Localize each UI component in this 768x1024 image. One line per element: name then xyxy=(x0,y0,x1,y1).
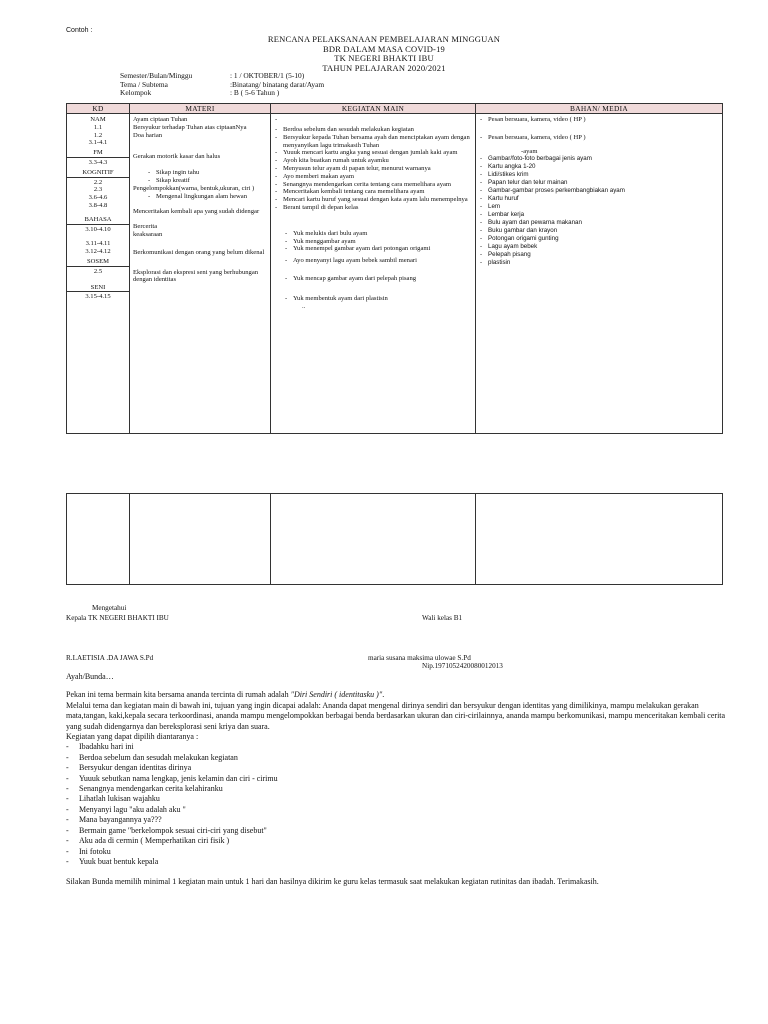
kd-section-bahasa xyxy=(70,216,126,256)
letter-activity-item: - Senangnya mendengarkan cerita kelahiranku xyxy=(66,784,726,794)
bahan-item: - Papan telur dan telur mainan xyxy=(479,179,719,187)
letter-activity-item: - Aku ada di cermin ( Memperhatikan ciri fisik ) xyxy=(66,836,726,846)
kd-item: 3.1-4.1 xyxy=(88,139,108,147)
kd-item: 3.8-4.8 xyxy=(88,201,108,209)
materi-cell xyxy=(130,114,271,434)
letter-activity-item: - Ini fotoku xyxy=(66,847,726,857)
kegiatan-item: - Ayo menyanyi lagu ayam bebek sambil menari xyxy=(284,257,472,265)
letter-theme: "Diri Sendiri ( identitasku )" xyxy=(290,690,383,700)
meta-value: : 1 / OKTOBER/1 (5-10) xyxy=(230,71,305,80)
kd-title: SENI xyxy=(67,284,129,293)
empty-cell xyxy=(476,494,723,585)
kd-item: 1.2 xyxy=(93,131,103,139)
letter-activity-item: - Mana bayangannya ya??? xyxy=(66,815,726,825)
bahan-item: - Lagu ayam bebek xyxy=(479,243,719,251)
header-materi: MATERI xyxy=(130,104,271,114)
empty-table xyxy=(66,493,723,585)
letter-activity-item: - Yuuuk sebutkan nama lengkap, jenis kelamin dan ciri - cirimu xyxy=(66,774,726,784)
empty-cell xyxy=(67,494,130,585)
materi-list xyxy=(147,169,267,185)
bahan-item: - Lembar kerja xyxy=(479,211,719,219)
kd-title: FM xyxy=(67,149,129,158)
materi-item: Menceritakan kembali apa yang sudah didengar xyxy=(133,208,260,216)
materi-item: Gerakan motorik kasar dan halus xyxy=(133,153,221,161)
letter-activity-item: - Yuuk buat bentuk kepala xyxy=(66,857,726,867)
kegiatan-item: - Yuk membentuk ayam dari plastisin xyxy=(284,295,472,303)
bahan-list xyxy=(479,116,719,142)
kd-section-seni xyxy=(70,284,126,302)
letter-activity-item: - Lihatlah lukisan wajahku xyxy=(66,794,726,804)
kd-item: 2.3 xyxy=(93,186,103,194)
wali-name: maria susana maksima ulowae S.Pd xyxy=(368,654,471,662)
kd-item: 3.11-4.11 xyxy=(85,240,111,248)
kegiatan-item: - Menceritakan kembali tentang cara memelihara ayam xyxy=(274,188,472,196)
meta-label: Kelompok xyxy=(120,88,152,98)
letter-goals: Melalui tema dan kegiatan main di bawah ini, tujuan yang ingin dicapai adalah: Ananda dapat mengenal dirinya sendiri dan bersyukur dengan identitas yang dimilikinya, mampu melakukan gerakan mata,tangan, kaki,kepala secara terkoordinasi, ananda mampu mengelompokkan berbagai benda berdasarkan ukuran dan ciri-cirilainnya, ananda mampu berkomunikasi, mampu menceritakan kembali cerita yang sudah didengarnya dan bereksplorasi seni kriya dan suara. xyxy=(66,700,726,731)
kepala-name: R.LAETISIA .DA JAWA S.Pd xyxy=(66,654,154,662)
meta-value: : B ( 5-6 Tahun ) xyxy=(230,88,280,98)
bahan-item: - Buku gambar dan krayon xyxy=(479,227,719,235)
meta-label: Tema / Subtema xyxy=(120,79,168,89)
materi-list xyxy=(147,193,267,201)
kegiatan-item: - Yuk mencap gambar ayam dari pelepah pisang xyxy=(284,275,472,283)
kd-item: 2.5 xyxy=(93,267,103,275)
materi-item: Bersyukur terhadap Tuhan atas ciptaanNya xyxy=(133,123,247,131)
kegiatan-cell: - - Berdoa sebelum dan sesudah melakukan kegiatan - Bersyukur kepada Tuhan bersama ayah dan menciptakan ayam dengan menyanyikan lagu trimakasih Tuhan - Yuuuk mencari kartu angka yang sesuai dengan jumlah kaki ayam - Ayoh kita buatkan rumah untuk ayamku - Menyusun telur ayam di papan telur, menurut warnanya - Ayo memberi makan ayam - Senangnya mendengarkan cerita tentang cara memelihara ayam - Menceritakan kembali tentang cara memelihara ayam - Mencari kartu huruf yang sesuai dengan kata ayam lalu menempelnya - Berani tampil di depan kelas - Yuk melukis dari bulu ayam - Yuk menggambar ayam - Yuk menempel gambar ayam dari potongan origami - Ayo menyanyi lagu ayam bebek sambil menari - Yuk mencap gambar ayam dari pelepah pisang - Yuk membentuk ayam dari plastisin .. xyxy=(271,114,476,434)
header-kegiatan: KEGIATAN MAIN xyxy=(271,104,476,114)
kd-item: 1.1 xyxy=(93,123,103,131)
kd-item: 3.10-4.10 xyxy=(85,225,111,233)
empty-table-row xyxy=(67,494,723,585)
materi-item: Doa harian xyxy=(133,131,163,139)
bahan-item: - Gambar-gambar proses perkembangbiakan ayam xyxy=(479,187,719,195)
kd-section-sosem xyxy=(70,258,126,276)
header-bahan: BAHAN/ MEDIA xyxy=(476,104,723,114)
letter-activity-item: - Ibadahku hari ini xyxy=(66,742,726,752)
meta-row-kelompok xyxy=(120,89,324,98)
parent-letter xyxy=(66,672,726,888)
bahan-item: - Lidi/stikes krim xyxy=(479,171,719,179)
kd-section-nam xyxy=(70,116,126,147)
letter-activities-intro: Kegiatan yang dapat dipilih diantaranya : xyxy=(66,732,199,742)
kd-item: 3.15-4.15 xyxy=(85,293,111,301)
materi-item: - Sikap ingin tahu xyxy=(147,169,267,177)
header-kd: KD xyxy=(67,104,130,114)
kd-item: 3.6-4.6 xyxy=(88,194,108,202)
materi-item: - Mengenal lingkungan alam hewan xyxy=(147,193,267,201)
bahan-item: - Kartu angka 1-20 xyxy=(479,163,719,171)
materi-item: Ayam ciptaan Tuhan xyxy=(133,116,188,123)
kepala-title: Kepala TK NEGERI BHAKTI IBU xyxy=(66,614,169,622)
materi-item: Bercerita xyxy=(133,223,158,231)
title-line-4: TAHUN PELAJARAN 2020/2021 xyxy=(322,62,446,73)
bahan-item: - Bulu ayam dan pewarna makanan xyxy=(479,219,719,227)
letter-activities-list xyxy=(66,742,726,867)
letter-activity-item: - Menyanyi lagu "aku adalah aku " xyxy=(66,805,726,815)
materi-item: Eksplorasi dan ekspresi seni yang berhubungan dengan identitas xyxy=(133,268,259,284)
kd-title: KOGNITIF xyxy=(67,169,129,178)
kegiatan-item: - Senangnya mendengarkan cerita tentang cara memelihara ayam xyxy=(274,181,472,189)
kegiatan-list xyxy=(274,126,472,212)
empty-cell xyxy=(271,494,476,585)
title-line-1: RENCANA PELAKSANAAN PEMBELAJARAN MINGGUAN xyxy=(267,34,501,44)
bahan-item: - Potongan origami gunting xyxy=(479,235,719,243)
bahan-item: - Pesan bersuara, kamera, video ( HP ) xyxy=(479,134,719,142)
title-line-3: TK NEGERI BHAKTI IBU xyxy=(334,53,434,64)
kegiatan-ellipsis: .. xyxy=(302,302,306,310)
bahan-cell xyxy=(476,114,723,434)
bahan-item: - Kartu huruf xyxy=(479,195,719,203)
kegiatan-item: - Ayoh kita buatkan rumah untuk ayamku xyxy=(274,157,472,165)
document-title xyxy=(0,35,768,73)
letter-intro-end: . xyxy=(382,690,385,700)
plan-table-header-row xyxy=(67,104,723,114)
kd-item: 2.2 xyxy=(93,178,103,186)
kegiatan-item: - Berdoa sebelum dan sesudah melakukan kegiatan xyxy=(274,126,472,134)
kegiatan-list xyxy=(284,230,472,303)
kd-item: 3.12-4.12 xyxy=(85,248,111,256)
kd-title: NAM xyxy=(90,116,106,123)
materi-item: Pengelompokkan(warna, bentuk,ukuran, ciri ) xyxy=(133,184,255,192)
bahan-media-list xyxy=(479,155,719,267)
wali-title: Wali kelas B1 xyxy=(422,614,463,622)
kd-title: SOSEM xyxy=(67,258,129,267)
letter-intro-text: Pekan ini tema bermain kita bersama ananda tercinta di rumah adalah xyxy=(66,690,291,700)
kd-cell xyxy=(67,114,130,434)
letter-activity-item: - Bersyukur dengan identitas dirinya xyxy=(66,763,726,773)
letter-activity-item: - Bermain game "berkelompok sesuai ciri-ciri yang disebut" xyxy=(66,826,726,836)
letter-greeting: Ayah/Bunda… xyxy=(66,672,114,681)
bahan-item: - Gambar/foto-foto berbagai jenis ayam xyxy=(479,155,719,163)
kegiatan-item: - Yuk melukis dari bulu ayam xyxy=(284,230,472,238)
letter-closing: Silakan Bunda memilih minimal 1 kegiatan main untuk 1 hari dan hasilnya dikirim ke guru kelas termasuk saat melakukan kegiatan rutinitas dan ibadah. Terimakasih. xyxy=(66,877,599,887)
plan-table-row xyxy=(67,114,723,434)
letter-intro xyxy=(66,690,726,700)
materi-item: Berkomunikasi dengan orang yang belum dikenal xyxy=(133,248,265,256)
kegiatan-item: - Bersyukur kepada Tuhan bersama ayah dan menciptakan ayam dengan menyanyikan lagu trimakasih Tuhan xyxy=(274,134,472,150)
contoh-label: Contoh : xyxy=(66,27,93,34)
materi-item: - Sikap kreatif xyxy=(147,177,267,185)
title-line-2: BDR DALAM MASA COVID-19 xyxy=(323,43,445,54)
bahan-item: - Pesan bersuara, kamera, video ( HP ) xyxy=(479,116,719,124)
bahan-item: - Lem xyxy=(479,203,719,211)
kd-item: 3.3-4.3 xyxy=(88,158,108,166)
kegiatan-item: - Yuuuk mencari kartu angka yang sesuai dengan jumlah kaki ayam xyxy=(274,149,472,157)
mengetahui-label: Mengetahui xyxy=(92,604,127,612)
materi-item: keaksaraan xyxy=(133,230,163,238)
empty-cell xyxy=(130,494,271,585)
bahan-item: - plastisin xyxy=(479,259,719,267)
bahan-item: - Pelepah pisang xyxy=(479,251,719,259)
plan-table xyxy=(66,103,723,434)
kegiatan-item: - Yuk menggambar ayam xyxy=(284,238,472,246)
wali-nip: Nip.1971052420080012013 xyxy=(422,662,503,670)
meta-value: :Binatang/ binatang darat/Ayam xyxy=(230,79,325,89)
kegiatan-item: - Yuk menempel gambar ayam dari potongan origami xyxy=(284,245,472,253)
kegiatan-item: - Mencari kartu huruf yang sesuai dengan kata ayam lalu menempelnya xyxy=(274,196,472,204)
bahan-item: -ayam xyxy=(521,147,538,155)
kd-section-kognitif xyxy=(70,169,126,210)
kegiatan-item: - Menyusun telur ayam di papan telur, menurut warnanya xyxy=(274,165,472,173)
kd-section-fm xyxy=(70,149,126,167)
meta-info xyxy=(120,72,324,98)
kegiatan-item: - Berani tampil di depan kelas xyxy=(274,204,472,212)
kegiatan-item: - Ayo memberi makan ayam xyxy=(274,173,472,181)
letter-activity-item: - Berdoa sebelum dan sesudah melakukan kegiatan xyxy=(66,753,726,763)
kd-title: BAHASA xyxy=(67,216,129,225)
meta-label: Semester/Bulan/Minggu xyxy=(120,71,193,80)
